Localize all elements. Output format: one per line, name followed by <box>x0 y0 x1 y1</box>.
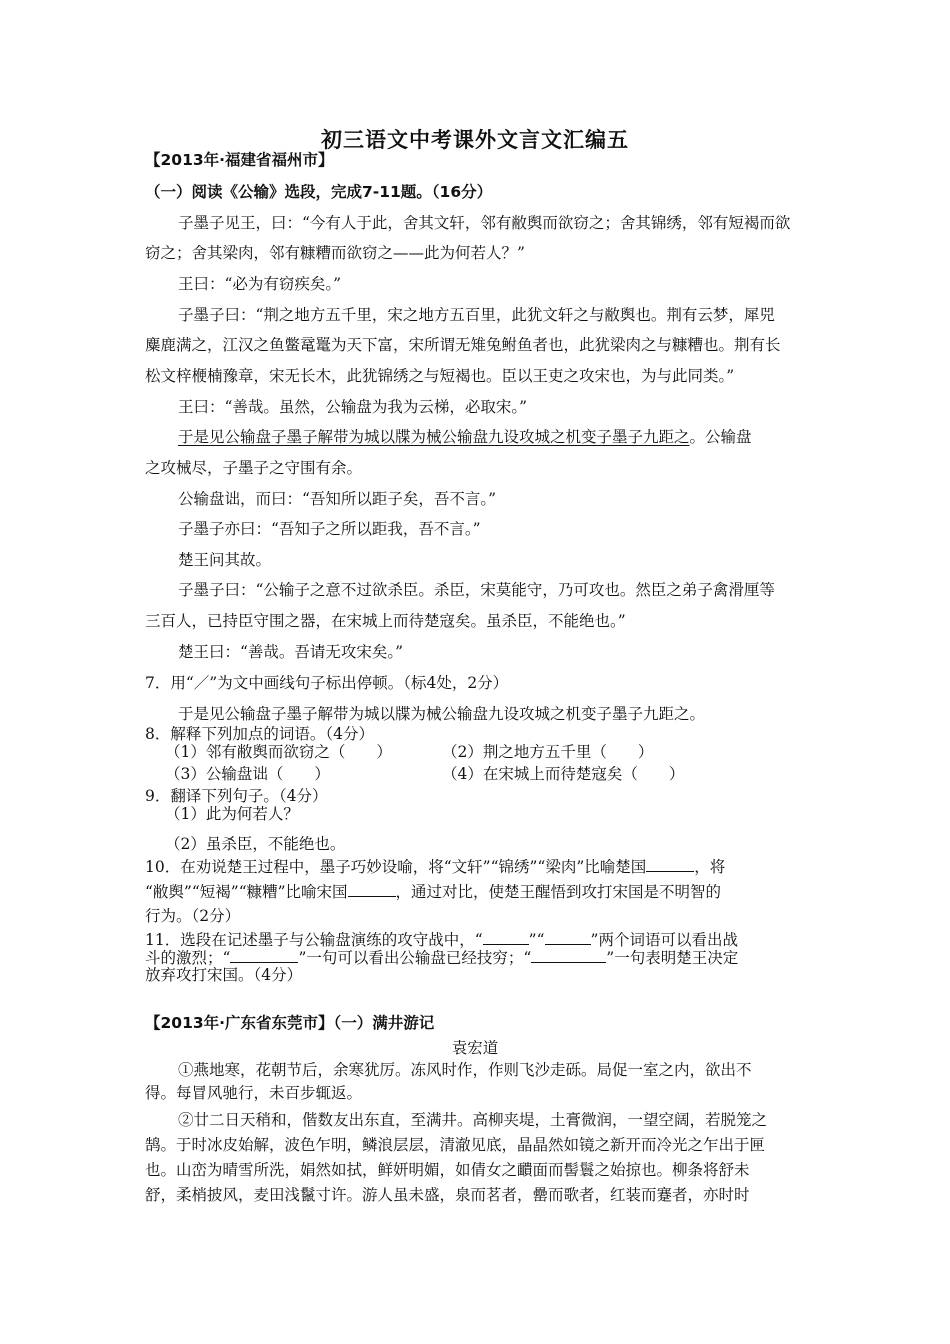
question-10-line <box>145 881 815 902</box>
question-11-text: 斗的激烈；“ <box>145 949 231 967</box>
passage-line: 松文梓楩楠豫章，宋无长木，此犹锦绣之与短褐也。臣以王吏之攻宋也，为与此同类。” <box>145 367 735 385</box>
passage-line: 公输盘诎，而曰：“吾知所以距子矣，吾不言。” <box>178 490 497 508</box>
passage-line: 也。山峦为晴雪所洗，娟然如拭，鲜妍明媚，如倩女之靧面而髻鬟之始掠也。柳条将舒未 <box>145 1161 750 1179</box>
passage-line: 子墨子曰：“公输子之意不过欲杀臣。杀臣，宋莫能守，乃可攻也。然臣之弟子禽滑厘等 <box>178 581 775 599</box>
passage-line: ②廿二日天稍和，偕数友出东直，至满井。高柳夹堤，土膏微润，一望空阔，若脱笼之 <box>178 1111 768 1129</box>
passage-text: 。公输盘 <box>689 428 752 446</box>
question-8-row <box>145 742 815 762</box>
question-8-item-3: （3）公输盘诎（ ） <box>165 765 330 783</box>
passage-line: 窃之；舍其梁肉，邻有糠糟而欲窃之——此为何若人？” <box>145 244 525 262</box>
question-8-item-1: （1）邻有敝舆而欲窃之（ ） <box>165 743 392 761</box>
answer-blank[interactable] <box>646 856 694 872</box>
document-title: 初三语文中考课外文言文汇编五 <box>321 127 629 152</box>
passage-line: 舒，柔梢披风，麦田浅鬣寸许。游人虽未盛，泉而茗者，罍而歌者，红装而蹇者，亦时时 <box>145 1186 750 1204</box>
question-7-sentence: 于是见公输盘子墨子解带为城以牒为械公输盘九设攻城之机变子墨子九距之。 <box>178 705 706 723</box>
question-11-text: ”一句表明楚王决定 <box>606 949 739 967</box>
question-8-item-4: （4）在宋城上而待楚寇矣（ ） <box>442 765 685 783</box>
question-8: 8．解释下列加点的词语。（4分） <box>145 725 374 743</box>
passage-line: 王曰：“必为有窃疾矣。” <box>178 275 342 293</box>
passage-line: 楚王问其故。 <box>178 551 272 569</box>
question-11-line: 放弃攻打宋国。（4分） <box>145 966 303 984</box>
question-10-line <box>145 856 815 877</box>
passage-line: 之攻械尽，子墨子之守围有余。 <box>145 459 363 477</box>
question-10-line: 行为。（2分） <box>145 907 241 925</box>
section1-header: 【2013年·福建省福州市】 <box>145 151 334 169</box>
passage-line: 子墨子见王，曰：“今有人于此，舍其文轩，邻有敝舆而欲窃之；舍其锦绣，邻有短褐而欲 <box>178 214 791 232</box>
question-9: 9．翻译下列句子。（4分） <box>145 787 328 805</box>
passage-line: ①燕地寒，花朝节后，余寒犹厉。冻风时作，作则飞沙走砾。局促一室之内，欲出不 <box>178 1061 752 1079</box>
question-11-text: 11．选段在记述墨子与公输盘演练的攻守战中，“ <box>145 931 483 949</box>
answer-blank[interactable] <box>483 929 529 945</box>
question-11-text: ”两个词语可以看出战 <box>590 931 738 949</box>
passage-line: 子墨子亦曰：“吾知子之所以距我，吾不言。” <box>178 520 481 538</box>
answer-blank[interactable] <box>531 947 606 963</box>
answer-blank[interactable] <box>545 929 591 945</box>
question-10-text: “敝舆”“短褐”“糠糟”比喻宋国 <box>145 883 348 901</box>
passage-line: 得。每冒风驰行，未百步辄返。 <box>145 1084 363 1102</box>
answer-blank[interactable] <box>230 947 298 963</box>
question-10-text: 10．在劝说楚王过程中，墨子巧妙设喻，将“文轩”“锦绣”“梁肉”比喻楚国 <box>145 858 647 876</box>
question-11-text: ”一句可以看出公输盘已经技穷；“ <box>298 949 532 967</box>
section2-header: 【2013年·广东省东莞市】（一）满井游记 <box>145 1014 435 1032</box>
question-9-text-2: （2）虽杀臣，不能绝也。 <box>165 835 346 853</box>
passage-line: 鹄。于时冰皮始解，波色乍明，鳞浪层层，清澈见底，晶晶然如镜之新开而冷光之乍出于匣 <box>145 1136 766 1154</box>
question-9-item-2 <box>145 834 815 854</box>
answer-blank[interactable] <box>348 881 396 897</box>
question-8-item-2: （2）荆之地方五千里（ ） <box>442 743 654 761</box>
question-7: 7．用“／”为文中画线句子标出停顿。（标4处，2分） <box>145 674 509 692</box>
section1-intro: （一）阅读《公输》选段，完成7-11题。（16分） <box>145 183 493 201</box>
question-8-row <box>145 764 815 784</box>
question-9-item-1 <box>145 804 815 824</box>
passage-line: 三百人，已持臣守围之器，在宋城上而待楚寇矣。虽杀臣，不能绝也。” <box>145 612 626 630</box>
question-10-text: ，将 <box>694 858 726 876</box>
question-11-text: ”“ <box>528 931 545 949</box>
passage-line: 子墨子曰：“荆之地方五千里，宋之地方五百里，此犹文轩之与敝舆也。荆有云梦，犀兕 <box>178 306 775 324</box>
question-10-text: ，通过对比，使楚王醒悟到攻打宋国是不明智的 <box>395 883 722 901</box>
question-9-text-1: （1）此为何若人？ <box>165 805 299 823</box>
passage-line: 楚王曰：“善哉。吾请无攻宋矣。” <box>178 643 404 661</box>
passage-line <box>178 427 848 447</box>
passage-line: 王曰：“善哉。虽然，公输盘为我为云梯，必取宋。” <box>178 398 528 416</box>
passage-line: 麋鹿满之，江汉之鱼鳖鼋鼍为天下富，宋所谓无雉兔鲋鱼者也，此犹梁肉之与糠糟也。荆有长 <box>145 336 781 354</box>
section2-author: 袁宏道 <box>451 1039 499 1057</box>
underlined-sentence: 于是见公输盘子墨子解带为城以牒为械公输盘九设攻城之机变子墨子九距之 <box>178 428 690 446</box>
